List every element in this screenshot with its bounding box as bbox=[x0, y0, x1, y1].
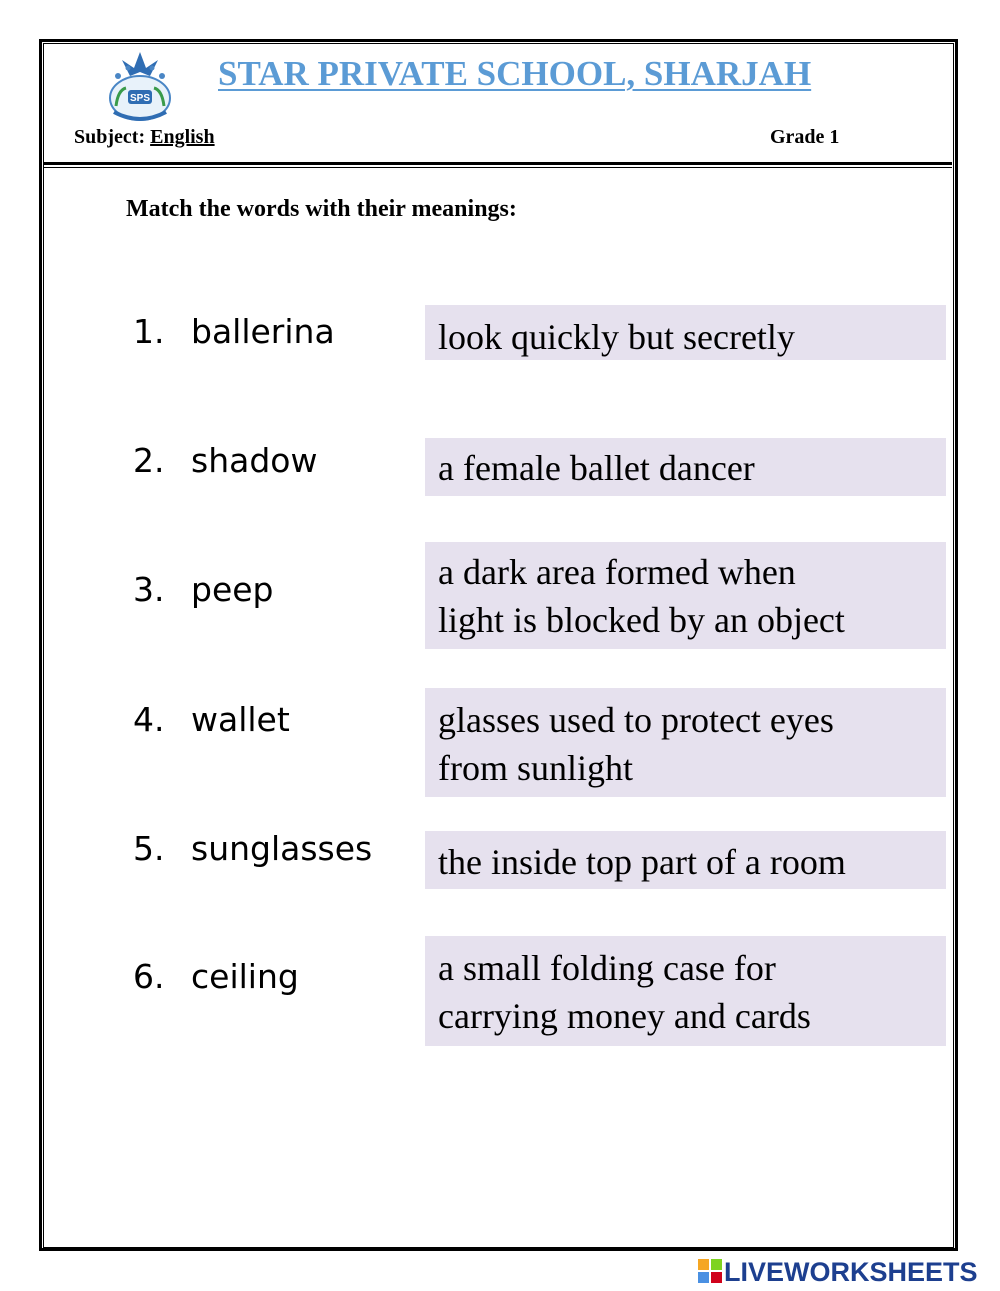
meaning-box[interactable] bbox=[425, 688, 946, 797]
meaning-box[interactable] bbox=[425, 542, 946, 649]
word-item bbox=[133, 570, 274, 609]
word-number: 1. bbox=[133, 312, 165, 351]
meaning-line-2: light is blocked by an object bbox=[438, 600, 845, 640]
school-logo-icon bbox=[104, 46, 176, 126]
word-number: 4. bbox=[133, 700, 165, 739]
word-text: peep bbox=[191, 570, 274, 609]
word-number: 6. bbox=[133, 957, 165, 996]
subject-line bbox=[74, 126, 215, 149]
meaning-line-1: look quickly but secretly bbox=[438, 317, 795, 357]
word-item bbox=[133, 700, 290, 739]
instruction-text: Match the words with their meanings: bbox=[126, 196, 517, 222]
header-divider bbox=[43, 162, 952, 168]
meaning-line-1: a dark area formed when bbox=[438, 552, 796, 592]
meaning-line-2: carrying money and cards bbox=[438, 996, 811, 1036]
word-text: wallet bbox=[191, 700, 290, 739]
subject-value: English bbox=[150, 126, 215, 148]
meaning-line-1: a small folding case for bbox=[438, 948, 776, 988]
meaning-line-1: the inside top part of a room bbox=[438, 842, 846, 882]
meaning-box[interactable] bbox=[425, 438, 946, 496]
school-name: STAR PRIVATE SCHOOL, SHARJAH bbox=[218, 54, 812, 93]
word-number: 2. bbox=[133, 441, 165, 480]
word-text: ballerina bbox=[191, 312, 335, 351]
meaning-line-2: from sunlight bbox=[438, 748, 633, 788]
word-item bbox=[133, 829, 372, 868]
subject-label: Subject: bbox=[74, 126, 146, 148]
word-text: ceiling bbox=[191, 957, 299, 996]
word-text: sunglasses bbox=[191, 829, 373, 868]
meaning-box[interactable] bbox=[425, 936, 946, 1046]
logo-text: SPS bbox=[129, 93, 151, 104]
word-number: 5. bbox=[133, 829, 165, 868]
meaning-box[interactable] bbox=[425, 305, 946, 360]
word-number: 3. bbox=[133, 570, 165, 609]
grade-label: Grade 1 bbox=[770, 126, 840, 148]
word-item bbox=[133, 312, 335, 351]
meaning-box[interactable] bbox=[425, 831, 946, 889]
meaning-line-1: glasses used to protect eyes bbox=[438, 700, 834, 740]
word-text: shadow bbox=[191, 441, 318, 480]
meaning-line-1: a female ballet dancer bbox=[438, 448, 755, 488]
word-item bbox=[133, 441, 317, 480]
liveworksheets-icon bbox=[698, 1259, 722, 1283]
liveworksheets-brand: LIVEWORKSHEETS bbox=[724, 1257, 978, 1287]
word-item bbox=[133, 957, 299, 996]
